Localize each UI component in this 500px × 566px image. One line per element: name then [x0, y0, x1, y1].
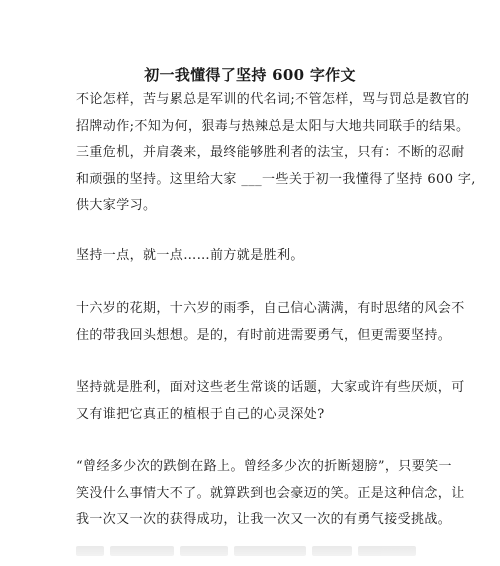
paragraph-3	[76, 296, 465, 349]
paragraph-1	[76, 87, 476, 220]
page-fade	[0, 535, 500, 566]
paragraph-2	[76, 243, 426, 270]
paragraph-line: 坚持就是胜利，面对这些老生常谈的话题，大家或许有些厌烦，可	[76, 380, 465, 395]
paragraph-line: 供大家学习。	[76, 198, 157, 213]
paragraph-5	[76, 454, 465, 534]
paragraph-line: 我一次又一次的获得成功，让我一次又一次的有勇气接受挑战。	[76, 512, 452, 527]
document-title: 初一我懂得了坚持 600 字作文	[144, 66, 356, 84]
paragraph-line: 不论怎样，苦与累总是军训的代名词;不管怎样，骂与罚总是教官的	[76, 92, 470, 107]
paragraph-line: 又有谁把它真正的植根于自己的心灵深处?	[76, 406, 325, 422]
paragraph-line: 笑没什么事情大不了。就算跌到也会豪迈的笑。正是这种信念，让	[76, 485, 465, 501]
paragraph-line: 十六岁的花期，十六岁的雨季，自己信心满满，有时思绪的风会不	[76, 301, 465, 316]
paragraph-line: 三重危机，并肩袭来，最终能够胜利者的法宝，只有：不断的忍耐	[76, 145, 465, 160]
paragraph-line: 和顽强的坚持。这里给大家 ___一些关于初一我懂得了坚持 600 字,	[76, 171, 476, 187]
paragraph-line: 招牌动作;不知为何，狠毒与热辣总是太阳与大地共同联手的结果。	[76, 118, 470, 134]
paragraph-line: 住的带我回头想想。是的，有时前进需要勇气，但更需要坚持。	[76, 327, 452, 343]
paragraph-4	[76, 375, 465, 428]
paragraph-line: “曾经多少次的跌倒在路上。曾经多少次的折断翅膀”，只要笑一	[76, 459, 452, 474]
paragraph-line: 坚持一点，就一点……前方就是胜利。	[76, 248, 304, 263]
